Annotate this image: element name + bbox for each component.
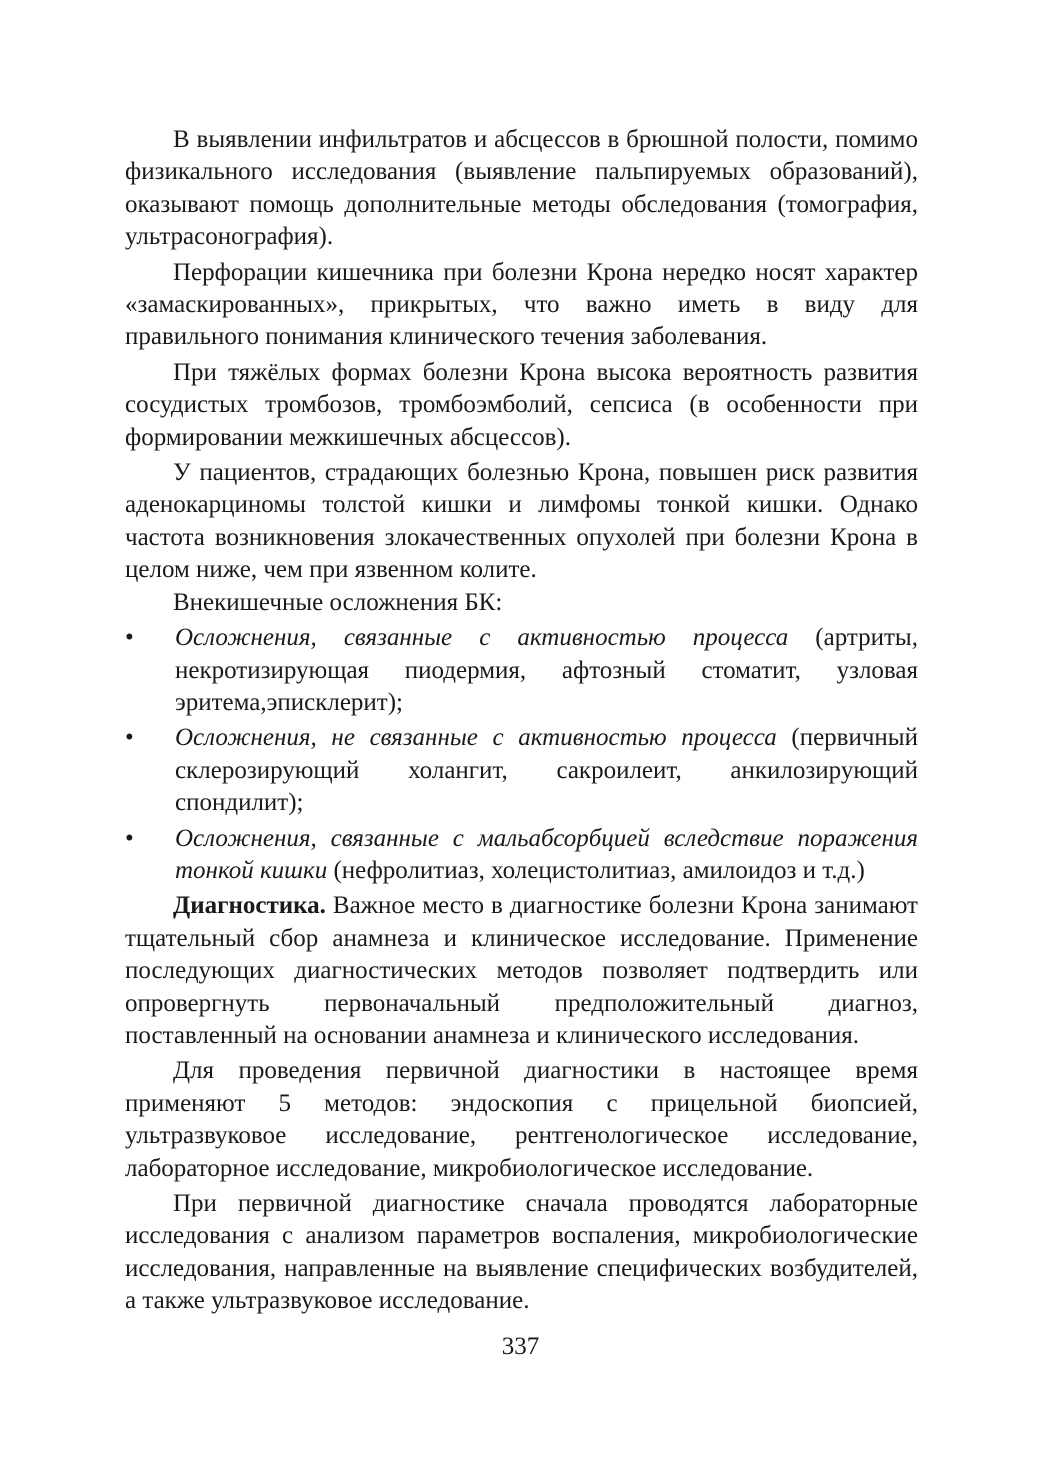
- list-item: [125, 622, 918, 719]
- complication-title: Осложнения, связанные с мальабсорбцией вследствие поражения тонкой кишки: [175, 824, 918, 884]
- paragraph-cancer-risk: У пациентов, страдающих болезнью Крона, повышен риск развития аденокарциномы толстой кишки и лимфомы тонкой кишки. Однако частота возникновения злокачественных опухолей при болезни Крона в целом ниже, чем при язвенном колите.: [125, 459, 918, 584]
- bullet-marker: •: [125, 824, 134, 852]
- paragraph-extraintestinal-intro: Внекишечные осложнения БК:: [173, 588, 503, 616]
- paragraph-severe-forms: При тяжёлых формах болезни Крона высока вероятность развития сосудистых тромбозов, тромбоэмболий, сепсиса (в особенности при формировании межкишечных абсцессов).: [125, 358, 918, 451]
- list-item: [125, 823, 918, 888]
- complication-details: (нефролитиаз, холецистолитиаз, амилоидоз и т.д.): [327, 856, 865, 884]
- paragraph-perforations: Перфорации кишечника при болезни Крона нередко носят характер «замаскированных», прикрытых, что важно иметь в виду для правильного понимания клинического течения заболевания.: [125, 258, 918, 351]
- diagnostics-text: Важное место в диагностике болезни Крона занимают тщательный сбор анамнеза и клиническое исследование. Применение последующих диагностических методов позволяет подтвердить или опровергнуть первоначальный предположительный диагноз, поставленный на основании анамнеза и клинического исследования.: [125, 892, 918, 1049]
- complication-details: (первичный склерозирующий холангит, сакроилеит, анкилозирующий спондилит);: [175, 724, 918, 817]
- complication-title: Осложнения, не связанные с активностью процесса: [175, 724, 777, 752]
- bullet-marker: •: [125, 624, 134, 652]
- page-body: [125, 124, 918, 1318]
- diagnostics-heading: Диагностика.: [173, 892, 326, 920]
- list-item: [125, 722, 918, 819]
- complications-list: [125, 622, 918, 887]
- paragraph-primary-diagnostics: При первичной диагностике сначала проводятся лабораторные исследования с анализом параметров воспаления, микробиологические исследования, направленные на выявление специфических возбудителей, а также ультразвуковое исследование.: [125, 1190, 918, 1315]
- complication-details: (артриты, некротизирующая пиодермия, афтозный стоматит, узловая эритема,эписклерит);: [175, 624, 918, 716]
- page-number: 337: [501, 1333, 540, 1360]
- paragraph-primary-methods: Для проведения первичной диагностики в настоящее время применяют 5 методов: эндоскопия с прицельной биопсией, ультразвуковое исследование, рентгенологическое исследование, лабораторное исследование, микробиологическое исследование.: [125, 1057, 918, 1182]
- bullet-marker: •: [125, 724, 134, 752]
- complication-title: Осложнения, связанные с активностью процесса: [175, 624, 789, 652]
- paragraph-infiltrates: В выявлении инфильтратов и абсцессов в брюшной полости, помимо физикального исследования (выявление пальпируемых образований), оказывают помощь дополнительные методы обследования (томография, ультрасонография).: [125, 126, 918, 251]
- paragraph-diagnostics: [125, 890, 918, 1052]
